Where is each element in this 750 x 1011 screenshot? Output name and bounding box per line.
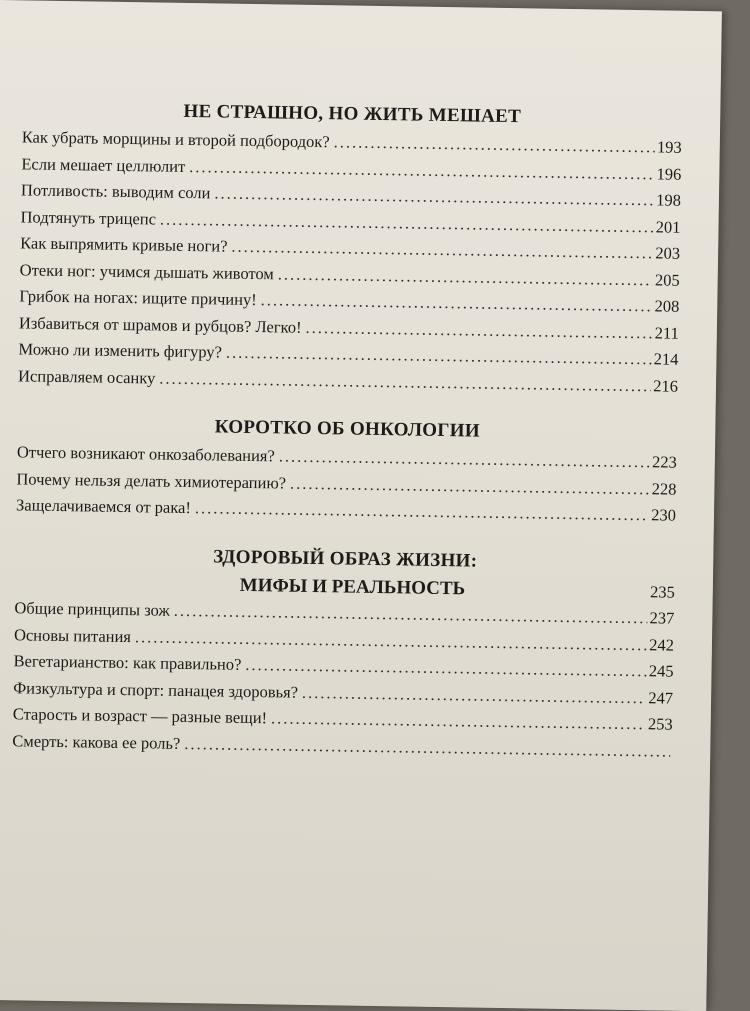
toc-entry-title: Можно ли изменить фигуру? — [18, 339, 223, 362]
toc-entry-title: Смерть: какова ее роль? — [12, 730, 181, 753]
section-heading-line-1: ЗДОРОВЫЙ ОБРАЗ ЖИЗНИ: — [213, 545, 478, 572]
toc-entry-title: Старость и возраст — разные вещи! — [12, 704, 268, 728]
toc-section-1 — [18, 96, 683, 399]
toc-section-3 — [12, 541, 675, 765]
toc-entry-page: 211 — [654, 322, 680, 343]
toc-entry-page: 205 — [654, 269, 680, 290]
toc-entry-title: Грибок на ногах: ищите причину! — [19, 286, 257, 310]
toc-entry-title: Общие принципы зож — [14, 598, 170, 620]
toc-entry-page: 247 — [648, 687, 674, 708]
section-heading: НЕ СТРАШНО, НО ЖИТЬ МЕШАЕТ — [183, 100, 522, 128]
toc-entry-title: Физкультура и спорт: панацея здоровья? — [13, 677, 299, 702]
toc-entry-page: 193 — [656, 137, 682, 157]
toc-section-2 — [16, 411, 678, 529]
toc-entry-page: 228 — [651, 478, 677, 499]
toc-entry-page: 196 — [656, 163, 682, 184]
toc-entry-page: 230 — [651, 505, 677, 525]
table-of-contents — [12, 96, 682, 764]
toc-entry-title: Отеки ног: учимся дышать животом — [19, 259, 274, 283]
toc-entry-page: 245 — [648, 661, 674, 681]
toc-entry-title: Если мешает целлюлит — [21, 153, 186, 176]
toc-entry-title: Почему нельзя делать химиотерапию? — [16, 468, 287, 493]
toc-entry-title: Отчего возникают онкозаболевания? — [16, 442, 275, 466]
toc-entry-title: Потливость: выводим соли — [20, 180, 211, 203]
toc-entry-title: Исправляем осанку — [17, 365, 156, 387]
toc-entry-page: 214 — [653, 349, 679, 369]
toc-entry-title: Вегетарианство: как правильно? — [13, 651, 242, 674]
toc-entry-title: Защелачиваемся от рака! — [15, 495, 192, 518]
section-page: 235 — [649, 581, 675, 602]
toc-entry-title: Как выпрямить кривые ноги? — [20, 233, 228, 256]
toc-entry-title: Избавиться от шрамов и рубцов? Легко! — [18, 312, 302, 337]
toc-entry-page: 242 — [649, 634, 675, 655]
toc-entry-page: 198 — [656, 190, 682, 210]
toc-entry-title: Как убрать морщины и второй подбородок? — [21, 127, 330, 152]
toc-entry-page: 208 — [654, 296, 680, 316]
toc-entry-page: 223 — [651, 452, 677, 472]
toc-entry-title: Подтянуть трицепс — [20, 206, 157, 228]
toc-entry-page: 237 — [649, 608, 675, 628]
toc-entry-page: 203 — [655, 243, 681, 263]
section-heading: КОРОТКО ОБ ОНКОЛОГИИ — [214, 416, 481, 442]
toc-entry-page: 216 — [653, 375, 679, 396]
section-heading-line-2: МИФЫ И РЕАЛЬНОСТЬ — [239, 574, 466, 599]
toc-entry-title: Основы питания — [13, 624, 132, 646]
toc-entry-page: 201 — [655, 216, 681, 237]
toc-entry-page: 253 — [647, 714, 673, 734]
